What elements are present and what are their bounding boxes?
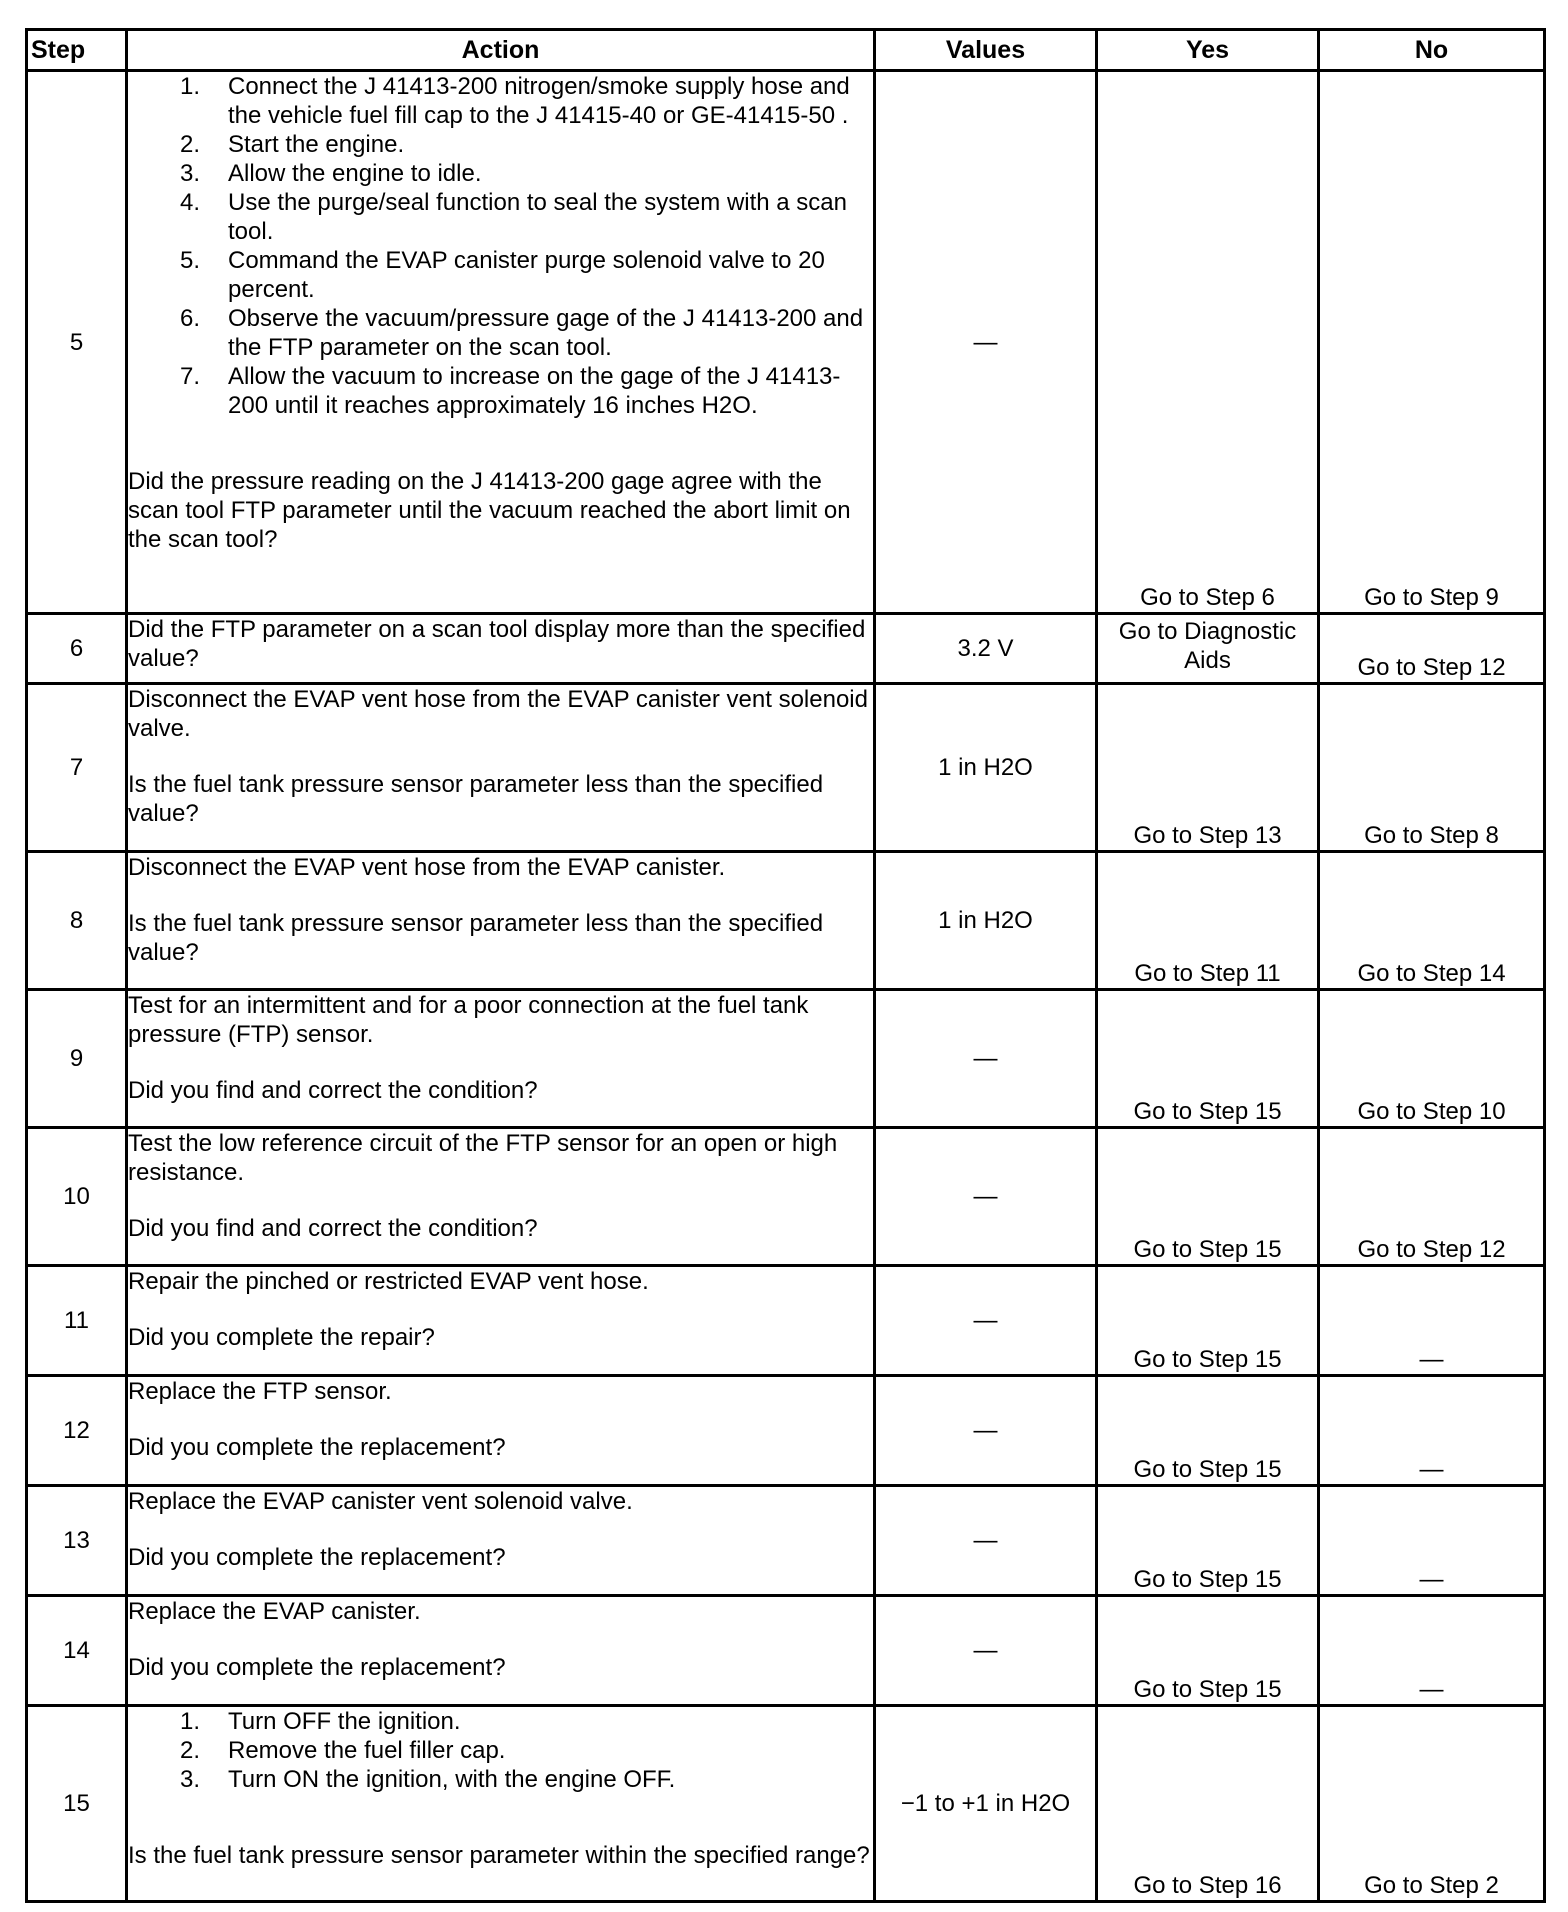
action-instruction: Disconnect the EVAP vent hose from the EVAP canister. [128, 854, 726, 881]
no-cell: Go to Step 12 [1319, 1128, 1545, 1266]
procedure-item-number: 4. [180, 189, 201, 216]
action-question: Did you complete the replacement? [128, 1654, 506, 1681]
no-cell: Go to Step 9 [1319, 71, 1545, 614]
values-cell: — [875, 1376, 1097, 1486]
procedure-item-text: Turn OFF the ignition. [228, 1708, 461, 1735]
no-cell: Go to Step 12 [1319, 614, 1545, 684]
diagnostic-table [25, 28, 1546, 1903]
procedure-item [180, 1765, 873, 1794]
procedure-item-number: 1. [180, 1708, 201, 1735]
procedure-item [180, 130, 873, 159]
table-row [27, 990, 1545, 1128]
procedure-item-number: 3. [180, 160, 201, 187]
action-cell [127, 684, 875, 852]
step-number: 8 [27, 852, 127, 990]
table-row [27, 1376, 1545, 1486]
action-question: Did you find and correct the condition? [128, 1077, 538, 1104]
procedure-item [180, 304, 873, 362]
action-instruction: Test for an intermittent and for a poor connection at the fuel tank pressure (FTP) sensor. [128, 992, 809, 1048]
procedure-item-text: Remove the fuel filler cap. [228, 1737, 506, 1764]
yes-cell: Go to Step 15 [1097, 1266, 1319, 1376]
procedure-item-number: 1. [180, 73, 201, 100]
procedure-list [180, 1707, 873, 1794]
action-cell [127, 1486, 875, 1596]
yes-cell: Go to Step 11 [1097, 852, 1319, 990]
action-instruction: Replace the EVAP canister vent solenoid valve. [128, 1488, 633, 1515]
action-question: Is the fuel tank pressure sensor parameter less than the specified value? [128, 910, 824, 966]
values-cell: 3.2 V [875, 614, 1097, 684]
yes-cell: Go to Step 15 [1097, 1128, 1319, 1266]
procedure-item [180, 1707, 873, 1736]
no-cell: — [1319, 1596, 1545, 1706]
action-question: Did you find and correct the condition? [128, 1215, 538, 1242]
action-cell [127, 1128, 875, 1266]
procedure-item-number: 3. [180, 1766, 201, 1793]
values-cell: — [875, 990, 1097, 1128]
yes-cell: Go to Diagnostic Aids [1097, 614, 1319, 684]
procedure-item-number: 7. [180, 363, 201, 390]
values-cell: — [875, 1266, 1097, 1376]
procedure-item-text: Allow the engine to idle. [228, 160, 482, 187]
step-number: 10 [27, 1128, 127, 1266]
no-cell: Go to Step 10 [1319, 990, 1545, 1128]
header-no: No [1319, 30, 1545, 71]
action-cell [127, 1706, 875, 1902]
values-cell: — [875, 1128, 1097, 1266]
action-instruction: Repair the pinched or restricted EVAP vent hose. [128, 1268, 649, 1295]
table-row [27, 1706, 1545, 1902]
action-cell [127, 990, 875, 1128]
table-row [27, 71, 1545, 614]
step-number: 5 [27, 71, 127, 614]
action-cell [127, 1376, 875, 1486]
step-number: 9 [27, 990, 127, 1128]
procedure-item-number: 5. [180, 247, 201, 274]
values-cell: 1 in H2O [875, 684, 1097, 852]
action-question: Did you complete the replacement? [128, 1544, 506, 1571]
table-body [27, 71, 1545, 1902]
procedure-list [180, 72, 873, 420]
values-cell: — [875, 71, 1097, 614]
step-number: 7 [27, 684, 127, 852]
action-cell [127, 852, 875, 990]
action-question: Did the FTP parameter on a scan tool display more than the specified value? [128, 616, 866, 672]
step-number: 12 [27, 1376, 127, 1486]
action-question: Did you complete the repair? [128, 1324, 435, 1351]
step-number: 15 [27, 1706, 127, 1902]
action-question: Is the fuel tank pressure sensor parameter within the specified range? [128, 1842, 870, 1869]
action-cell [127, 614, 875, 684]
action-cell [127, 1596, 875, 1706]
step-number: 13 [27, 1486, 127, 1596]
header-yes: Yes [1097, 30, 1319, 71]
action-instruction: Replace the EVAP canister. [128, 1598, 421, 1625]
table-row [27, 1266, 1545, 1376]
values-cell: — [875, 1596, 1097, 1706]
header-action: Action [127, 30, 875, 71]
procedure-item-number: 2. [180, 1737, 201, 1764]
procedure-item-text: Connect the J 41413-200 nitrogen/smoke supply hose and the vehicle fuel fill cap to the J 41415-40 or GE-41415-50 . [228, 73, 850, 129]
procedure-item-text: Observe the vacuum/pressure gage of the J 41413-200 and the FTP parameter on the scan tool. [228, 305, 864, 361]
action-instruction: Test the low reference circuit of the FTP sensor for an open or high resistance. [128, 1130, 838, 1186]
yes-cell: Go to Step 15 [1097, 1486, 1319, 1596]
no-cell: — [1319, 1266, 1545, 1376]
values-cell: −1 to +1 in H2O [875, 1706, 1097, 1902]
table-row [27, 1128, 1545, 1266]
no-cell: Go to Step 14 [1319, 852, 1545, 990]
procedure-item-text: Turn ON the ignition, with the engine OFF. [228, 1766, 676, 1793]
table-row [27, 1486, 1545, 1596]
yes-cell: Go to Step 16 [1097, 1706, 1319, 1902]
no-cell: — [1319, 1376, 1545, 1486]
procedure-item [180, 72, 873, 130]
yes-cell: Go to Step 15 [1097, 990, 1319, 1128]
procedure-item-text: Use the purge/seal function to seal the system with a scan tool. [228, 189, 847, 245]
table-row [27, 684, 1545, 852]
table-row [27, 614, 1545, 684]
header-step: Step [27, 30, 127, 71]
header-values: Values [875, 30, 1097, 71]
procedure-item-text: Start the engine. [228, 131, 405, 158]
action-cell [127, 71, 875, 614]
yes-cell: Go to Step 15 [1097, 1376, 1319, 1486]
action-question: Did you complete the replacement? [128, 1434, 506, 1461]
values-cell: — [875, 1486, 1097, 1596]
action-question: Did the pressure reading on the J 41413-200 gage agree with the scan tool FTP parameter until the vacuum reached the abort limit on the scan tool? [128, 468, 851, 553]
action-instruction: Replace the FTP sensor. [128, 1378, 392, 1405]
header-row [27, 30, 1545, 71]
procedure-item [180, 159, 873, 188]
procedure-item-text: Command the EVAP canister purge solenoid valve to 20 percent. [228, 247, 825, 303]
action-instruction: Disconnect the EVAP vent hose from the EVAP canister vent solenoid valve. [128, 686, 868, 742]
procedure-item [180, 246, 873, 304]
action-question: Is the fuel tank pressure sensor parameter less than the specified value? [128, 771, 824, 827]
no-cell: Go to Step 2 [1319, 1706, 1545, 1902]
step-number: 14 [27, 1596, 127, 1706]
yes-cell: Go to Step 15 [1097, 1596, 1319, 1706]
values-cell: 1 in H2O [875, 852, 1097, 990]
procedure-item [180, 362, 873, 420]
no-cell: Go to Step 8 [1319, 684, 1545, 852]
yes-cell: Go to Step 13 [1097, 684, 1319, 852]
procedure-item-number: 2. [180, 131, 201, 158]
step-number: 6 [27, 614, 127, 684]
action-cell [127, 1266, 875, 1376]
step-number: 11 [27, 1266, 127, 1376]
procedure-item-text: Allow the vacuum to increase on the gage of the J 41413-200 until it reaches approximately 16 inches H2O. [228, 363, 841, 419]
procedure-item [180, 188, 873, 246]
yes-cell: Go to Step 6 [1097, 71, 1319, 614]
table-row [27, 1596, 1545, 1706]
no-cell: — [1319, 1486, 1545, 1596]
procedure-item [180, 1736, 873, 1765]
table-row [27, 852, 1545, 990]
procedure-item-number: 6. [180, 305, 201, 332]
